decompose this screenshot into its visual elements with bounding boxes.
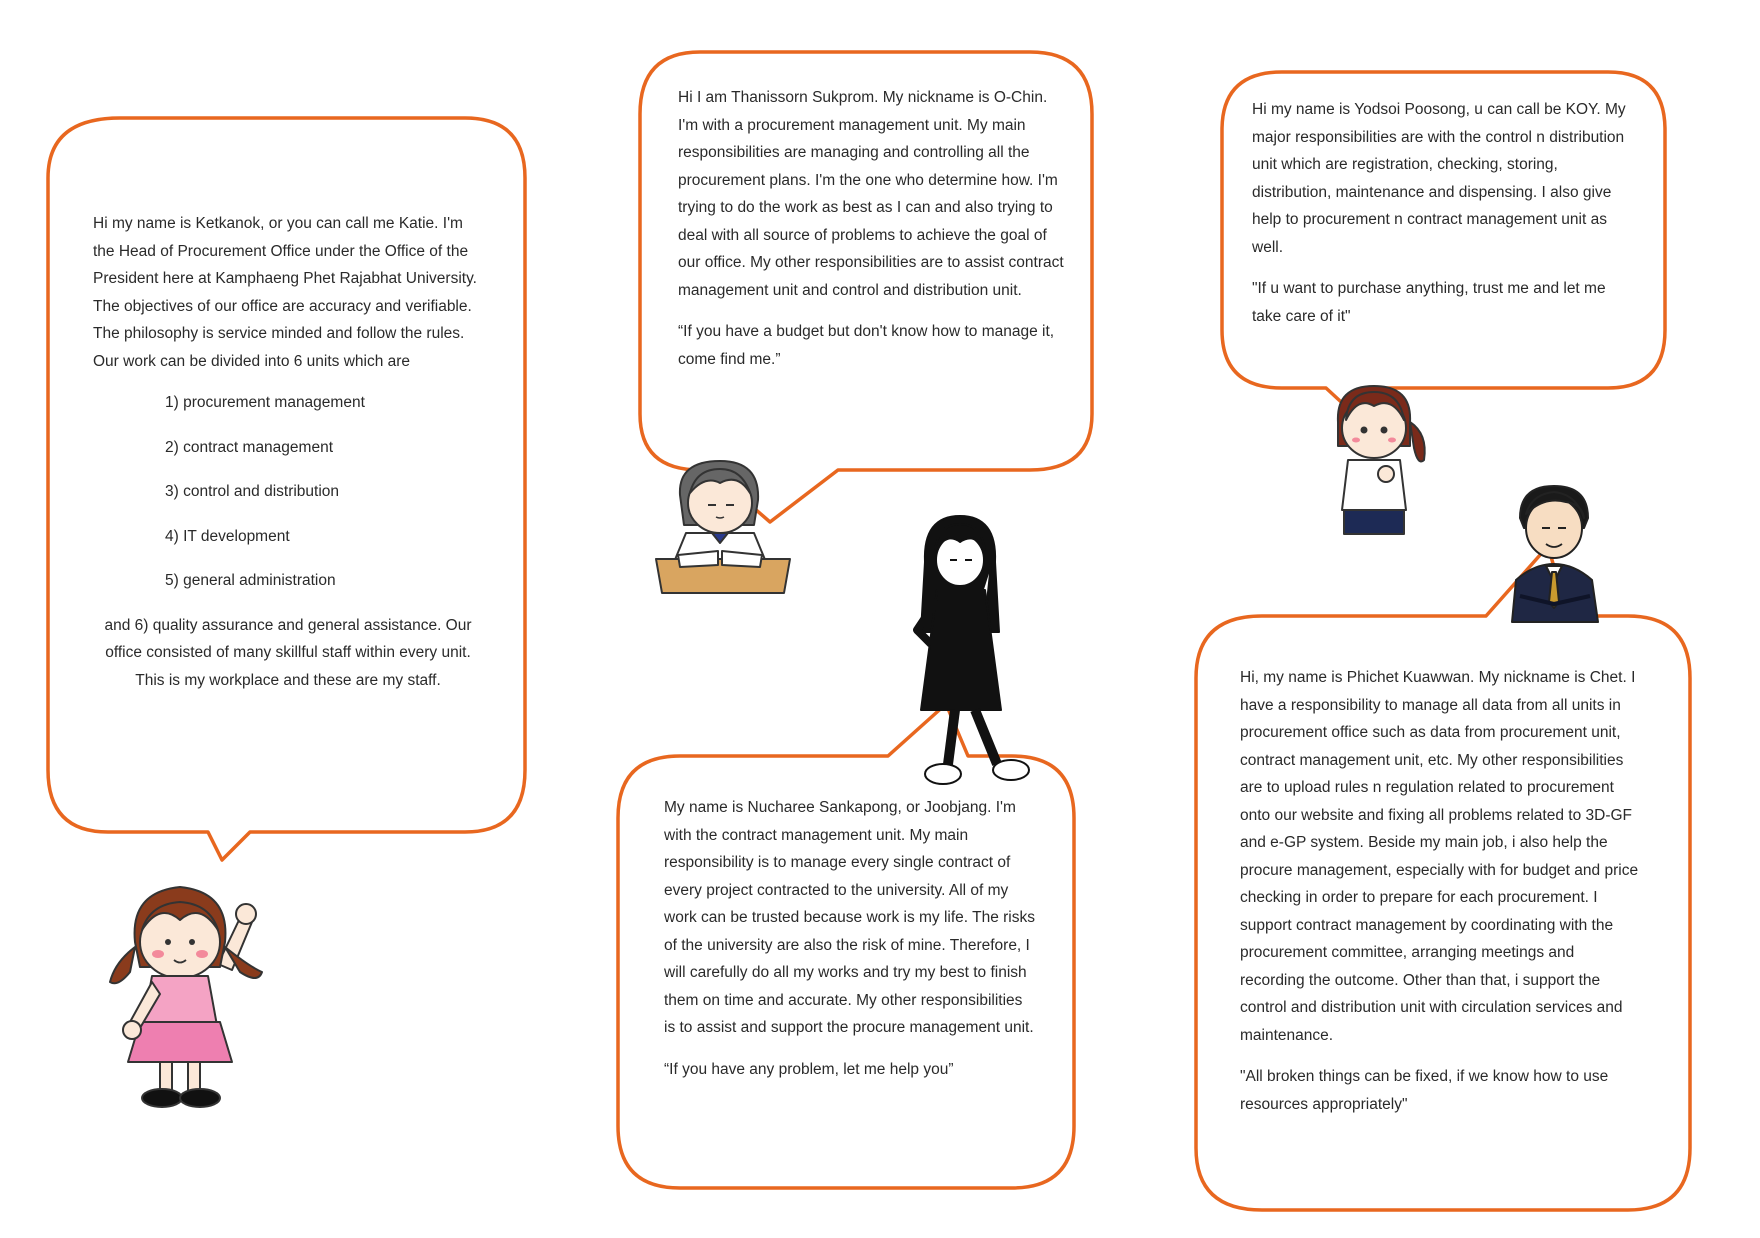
bubble-text-koy xyxy=(1252,96,1637,344)
koy-body: Hi my name is Yodsoi Poosong, u can call be KOY. My major responsibilities are with the control n distribution unit which are registration, checking, storing, distribution, maintenance and dispensing. I also give help to procurement n contract management unit as well. xyxy=(1252,101,1626,256)
ochin-character-icon xyxy=(650,455,795,600)
koy-character-icon xyxy=(1324,382,1432,540)
chet-quote: "All broken things can be fixed, if we know how to use resources appropriately" xyxy=(1240,1068,1609,1113)
bubble-text-chet xyxy=(1240,664,1640,1132)
chet-character-icon xyxy=(1504,484,1606,624)
koy-quote: "If u want to purchase anything, trust me and let me take care of it" xyxy=(1252,280,1606,325)
list-item: 1) procurement management xyxy=(165,394,365,411)
ochin-body: Hi I am Thanissorn Sukprom. My nickname is O-Chin. I'm with a procurement management unit. My main responsibilities are managing and controlling all the procurement plans. I'm the one who determine how. I'm trying to do the work as best as I can and also trying to deal with all source of problems to achieve the goal of our office. My other responsibilities are to assist contract management unit and control and distribution unit. xyxy=(678,89,1064,299)
list-item: 4) IT development xyxy=(165,527,290,545)
katie-intro: Hi my name is Ketkanok, or you can call me Katie. I'm the Head of Procurement Office under the Office of the President here at Kamphaeng Phet Rajabhat University. The objectives of our office are accuracy and verifiable. The philosophy is service minded and follow the rules. Our work can be divided into 6 units which are xyxy=(93,215,477,370)
bubble-text-ochin xyxy=(678,84,1070,387)
bubble-text-katie xyxy=(93,210,483,708)
joobjang-character-icon xyxy=(905,512,1045,790)
katie-outro: and 6) quality assurance and general assistance. Our office consisted of many skillful staff within every unit. This is my workplace and these are my staff. xyxy=(104,616,472,689)
bubble-text-joobjang xyxy=(664,794,1036,1097)
katie-character-icon xyxy=(100,872,275,1117)
joobjang-body: My name is Nucharee Sankapong, or Joobjang. I'm with the contract management unit. My main responsibility is to manage every single contract of every project contracted to the university. All of my work can be trusted because work is my life. The risks of the university are also the risk of mine. Therefore, I will carefully do all my works and try my best to finish them on time and accurate. My other responsibilities is to assist and support the procure management unit. xyxy=(664,799,1035,1036)
joobjang-quote: “If you have any problem, let me help you” xyxy=(664,1060,954,1078)
list-item: 5) general administration xyxy=(165,572,336,589)
chet-body: Hi, my name is Phichet Kuawwan. My nickname is Chet. I have a responsibility to manage all data from all units in procurement office such as data from procurement unit, contract management unit, etc. My other responsibilities are to upload rules n regulation related to procurement onto our website and fixing all problems related to 3D-GF and e-GP system. Beside my main job, i also help the procure management, especially with for budget and price checking in order to prepare for each procurement. I support contract management by coordinating with the procurement committee, arranging meetings and recording the outcome. Other than that, i support the control and distribution unit with circulation services and maintenance. xyxy=(1240,669,1639,1044)
list-item: 3) control and distribution xyxy=(165,483,340,500)
unit-list xyxy=(93,389,483,595)
ochin-quote: “If you have a budget but don't know how to manage it, come find me.” xyxy=(678,323,1055,368)
list-item: 2) contract management xyxy=(165,438,334,456)
